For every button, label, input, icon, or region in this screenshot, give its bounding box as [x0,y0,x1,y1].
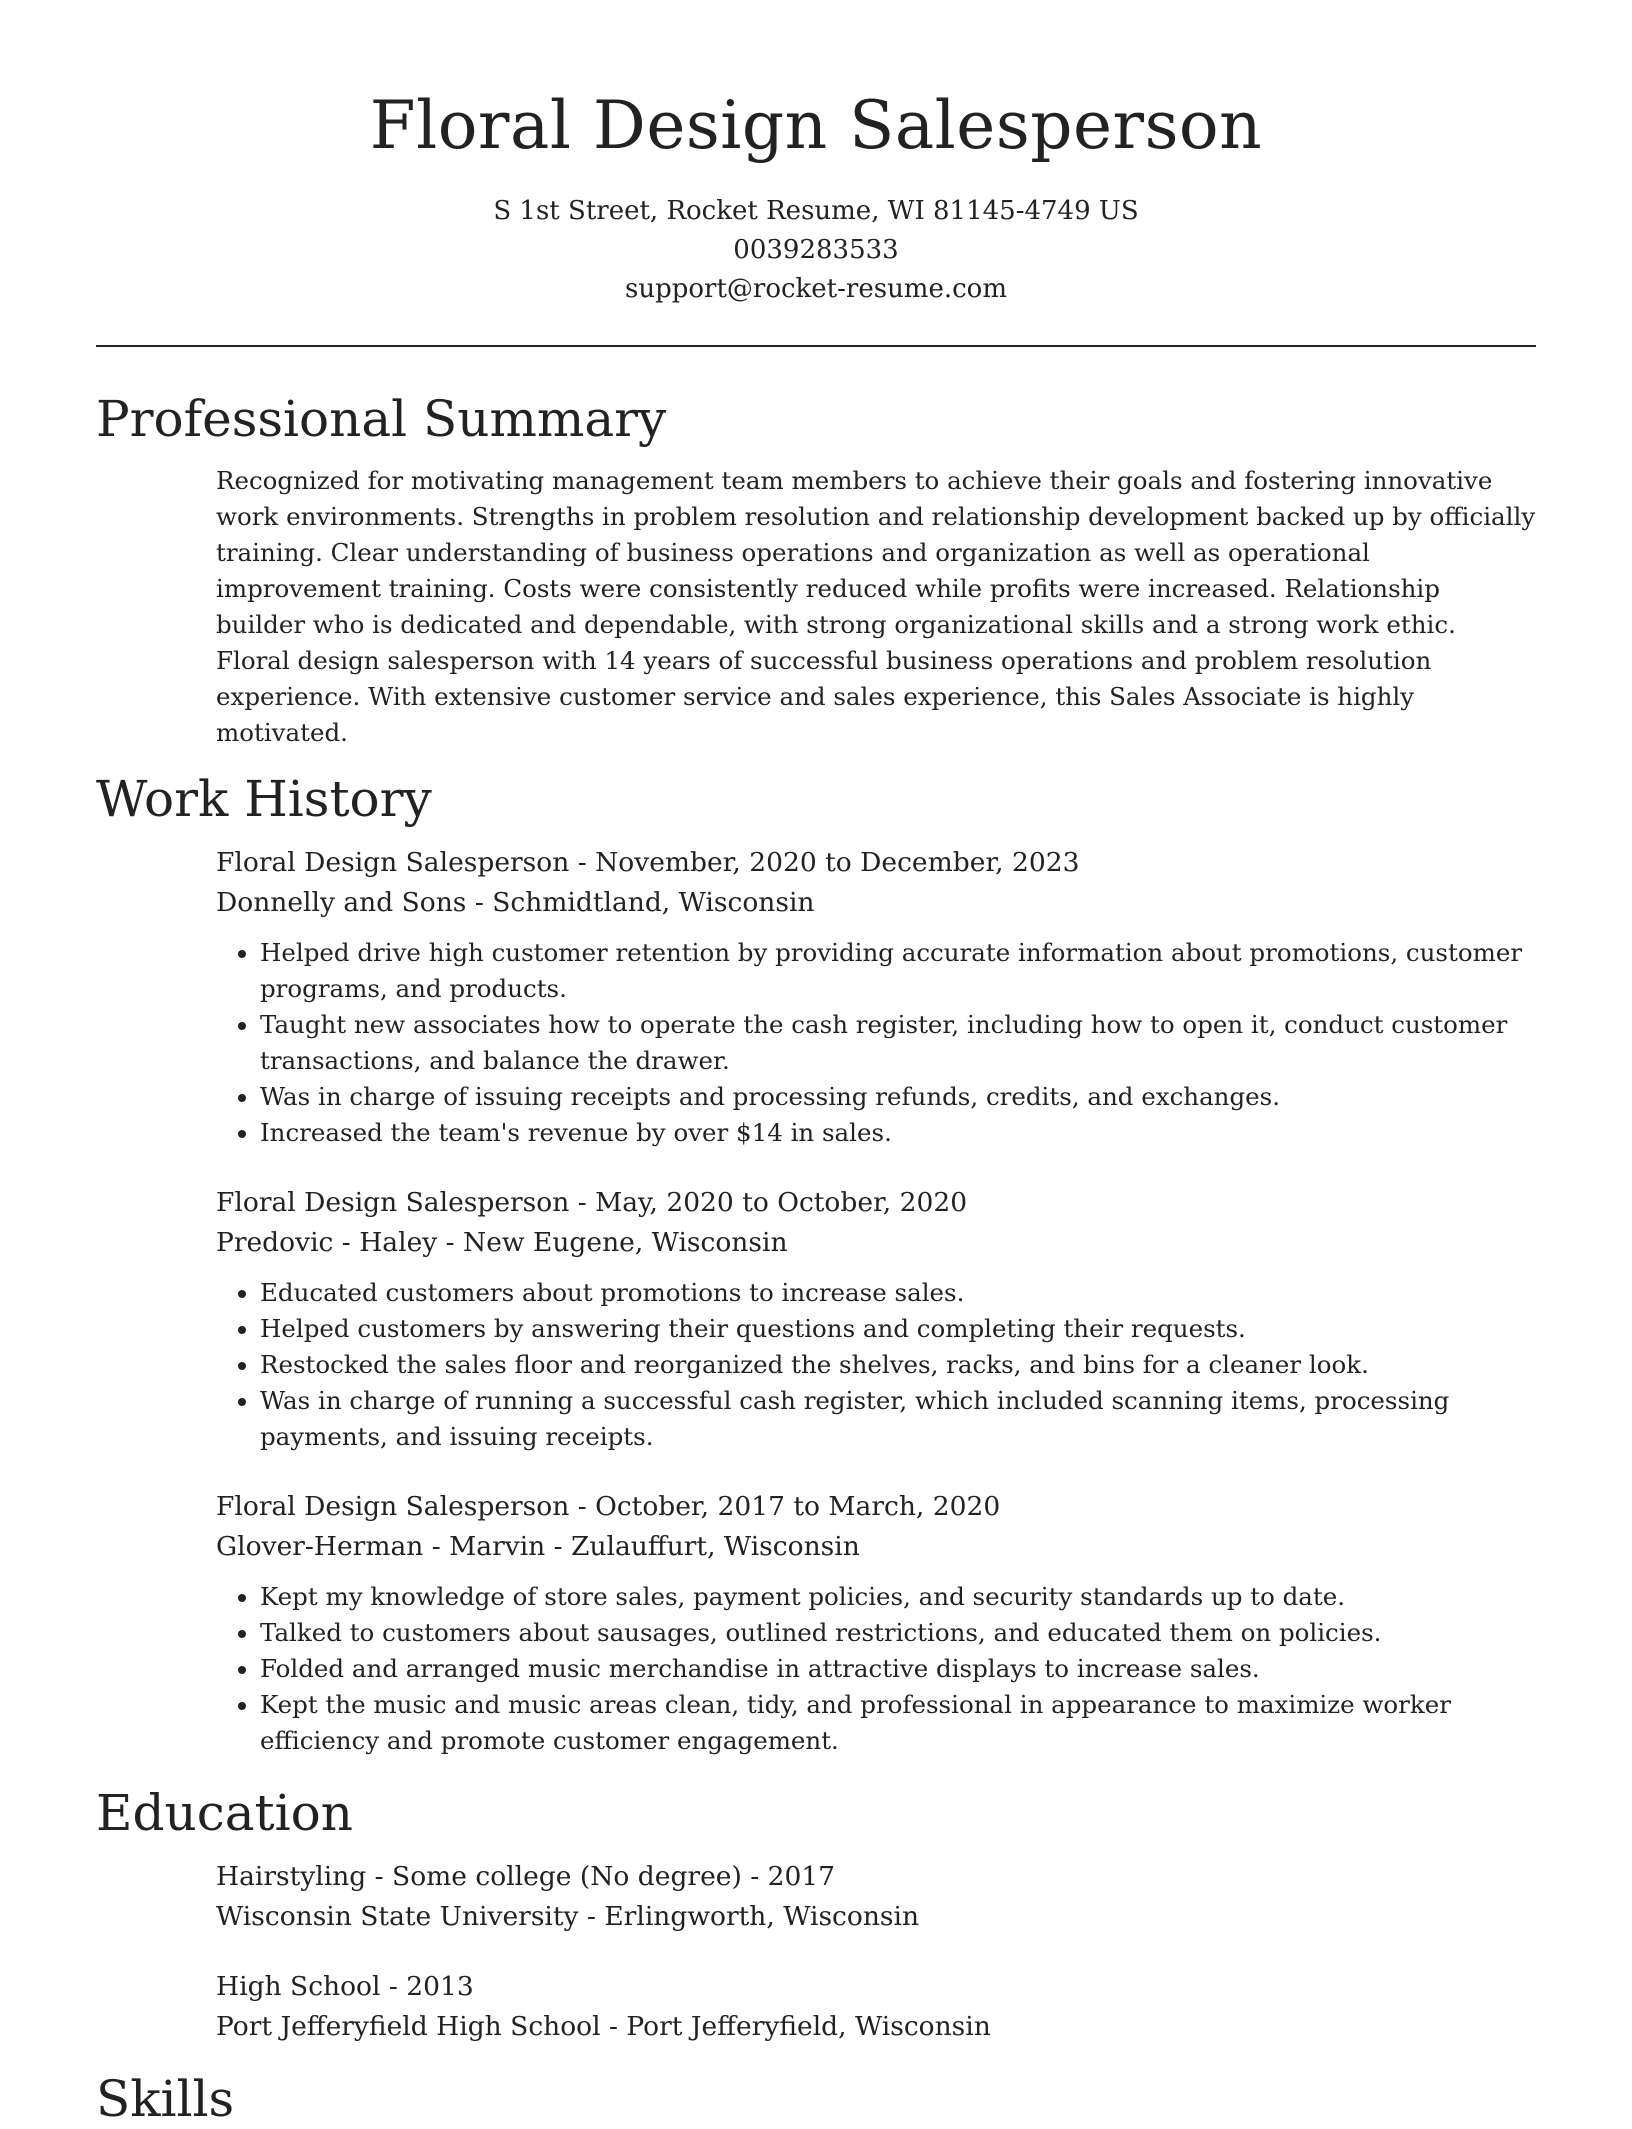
email: support@rocket-resume.com [624,274,1007,304]
job-bullet: • Helped customers by answering their questions and completing their requests. [260,1311,1536,1347]
education-degree-line [216,1967,1536,2007]
job-company: Predovic - Haley [216,1227,438,1258]
job-entry [216,1183,1536,1455]
job-company-line [216,1223,1536,1263]
job-bullet: • Kept the music and music areas clean, tidy, and professional in appearance to maximize worker efficiency and promote customer engagement. [260,1687,1536,1759]
job-company-line [216,883,1536,923]
education-school-line [216,1897,1536,1937]
education-year: - 2017 [741,1861,836,1892]
job-bullet: • Was in charge of running a successful cash register, which included scanning items, processing payments, and issuing receipts. [260,1383,1536,1455]
job-bullet: • Educated customers about promotions to increase sales. [260,1275,1536,1311]
skills-title: Skills [96,2070,235,2128]
job-role: Floral Design Salesperson [216,847,570,878]
education-degree: Hairstyling - Some college (No degree) [216,1861,742,1892]
job-location: - Schmidtland, Wisconsin [466,887,815,918]
job-dates: - November, 2020 to December, 2023 [569,847,1080,878]
phone: 0039283533 [733,235,899,265]
summary-title: Professional Summary [96,390,667,448]
work-history-section [96,769,1536,1759]
education-school: Wisconsin State University [216,1901,579,1932]
job-bullets [216,1275,1536,1455]
job-company-line [216,1527,1536,1567]
header-divider [96,345,1536,347]
education-entry [216,1967,1536,2047]
education-degree-line [216,1857,1536,1897]
summary-text: Recognized for motivating management team members to achieve their goals and fostering innovative work environments. Strengths in problem resolution and relationship development backed up by officially training. Clear understanding of business operations and organization as well as operational improvement training. Costs were consistently reduced while profits were increased. Relationship builder who is dedicated and dependable, with strong organizational skills and a strong work ethic. Floral design salesperson with 14 years of successful business operations and problem resolution experience. With extensive customer service and sales experience, this Sales Associate is highly motivated. [216,466,1536,747]
address: S 1st Street, Rocket Resume, WI 81145-4749 US [493,196,1139,226]
job-bullets [216,1579,1536,1759]
contact-info [96,192,1536,309]
education-title: Education [96,1784,353,1842]
job-location: - New Eugene, Wisconsin [437,1227,788,1258]
job-bullet: • Talked to customers about sausages, outlined restrictions, and educated them on policies. [260,1615,1536,1651]
job-company: Donnelly and Sons [216,887,467,918]
job-title-line [216,843,1536,883]
education-school: Port Jefferyfield High School [216,2011,601,2042]
job-role: Floral Design Salesperson [216,1491,570,1522]
job-bullet: • Increased the team's revenue by over $14 in sales. [260,1115,1536,1151]
resume-page [96,0,1536,2129]
job-bullets [216,935,1536,1151]
job-role: Floral Design Salesperson [216,1187,570,1218]
education-location: - Port Jefferyfield, Wisconsin [600,2011,991,2042]
job-entry [216,1487,1536,1759]
job-bullet: • Was in charge of issuing receipts and processing refunds, credits, and exchanges. [260,1079,1536,1115]
summary-section [96,389,1536,751]
job-dates: - May, 2020 to October, 2020 [569,1187,968,1218]
job-bullet: • Folded and arranged music merchandise in attractive displays to increase sales. [260,1651,1536,1687]
job-title-line [216,1183,1536,1223]
job-bullet: • Taught new associates how to operate the cash register, including how to open it, conduct customer transactions, and balance the drawer. [260,1007,1536,1079]
job-bullet: • Restocked the sales floor and reorganized the shelves, racks, and bins for a cleaner look. [260,1347,1536,1383]
job-location: - Zulauffurt, Wisconsin [545,1531,860,1562]
job-title-line [216,1487,1536,1527]
education-year: - 2013 [380,1971,474,2002]
education-section [96,1783,1536,2047]
job-dates: - October, 2017 to March, 2020 [569,1491,1001,1522]
education-school-line [216,2007,1536,2047]
job-company: Glover-Herman - Marvin [216,1531,546,1562]
resume-header [96,0,1536,309]
candidate-name: Floral Design Salesperson [369,87,1263,164]
work-history-title: Work History [96,770,432,828]
job-bullet: • Helped drive high customer retention by providing accurate information about promotions, customer programs, and products. [260,935,1536,1007]
job-entry [216,843,1536,1151]
skills-section [96,2069,1536,2129]
education-degree: High School [216,1971,381,2002]
education-location: - Erlingworth, Wisconsin [578,1901,920,1932]
education-entry [216,1857,1536,1937]
job-bullet: • Kept my knowledge of store sales, payment policies, and security standards up to date. [260,1579,1536,1615]
